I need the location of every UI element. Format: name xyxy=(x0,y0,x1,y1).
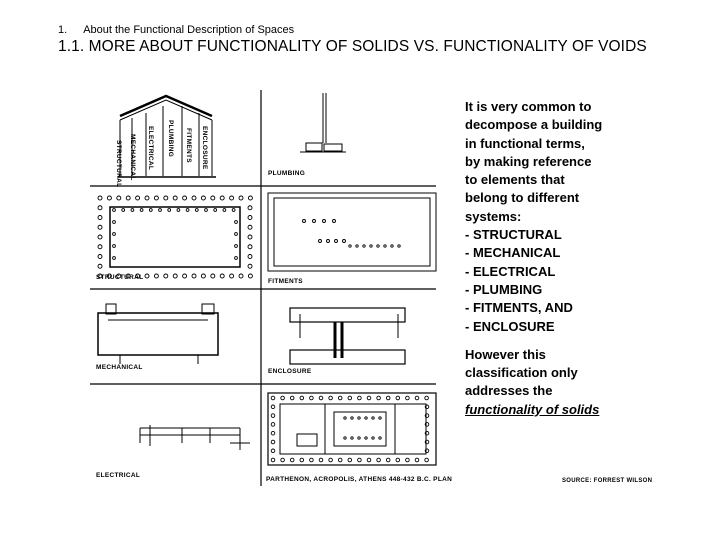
column-dot xyxy=(377,245,379,247)
column-dot xyxy=(303,220,306,223)
roof-label-structural: STRUCTURAL xyxy=(115,140,122,188)
column-dot xyxy=(136,196,140,200)
column-dot xyxy=(377,458,381,462)
column-dot xyxy=(343,240,346,243)
column-dot xyxy=(379,437,381,439)
column-dot xyxy=(406,458,410,462)
closing-line: classification only xyxy=(465,365,578,381)
column-dot xyxy=(425,458,429,462)
column-dot xyxy=(367,458,371,462)
column-dot xyxy=(358,417,360,419)
system-item: - ENCLOSURE xyxy=(465,318,555,334)
column-dot xyxy=(358,437,360,439)
column-dot xyxy=(113,221,116,224)
breadcrumb xyxy=(58,24,294,36)
column-dot xyxy=(248,245,252,249)
column-dot xyxy=(271,396,275,400)
column-dot xyxy=(338,458,342,462)
column-dot xyxy=(333,220,336,223)
column-dot xyxy=(98,206,102,210)
caption-enclosure: ENCLOSURE xyxy=(268,368,312,375)
column-dot xyxy=(98,196,102,200)
column-dot xyxy=(271,458,275,462)
column-dot xyxy=(98,216,102,220)
column-dot xyxy=(186,209,189,212)
column-dot xyxy=(113,257,116,260)
column-dot xyxy=(358,458,362,462)
column-dot xyxy=(173,274,177,278)
caption-mechanical: MECHANICAL xyxy=(96,364,143,371)
column-dot xyxy=(159,209,162,212)
column-dot xyxy=(344,437,346,439)
column-dot xyxy=(214,209,217,212)
mechanical-drawing xyxy=(98,304,218,364)
column-dot xyxy=(192,196,196,200)
roof-label-fitments: FITMENTS xyxy=(185,128,192,163)
column-dot xyxy=(300,396,304,400)
column-dot xyxy=(235,221,238,224)
column-dot xyxy=(329,458,333,462)
column-dot xyxy=(271,431,275,435)
column-dot xyxy=(248,196,252,200)
column-dot xyxy=(235,257,238,260)
page-title: 1.1. MORE ABOUT FUNCTIONALITY OF SOLIDS VS. FUNCTIONALITY OF VOIDS xyxy=(58,38,647,55)
section-subtitle: About the Functional Description of Spaces xyxy=(83,24,295,36)
column-dot xyxy=(271,440,275,444)
plumbing-drawing xyxy=(300,93,346,152)
column-dot xyxy=(113,209,116,212)
roof-label-enclosure: ENCLOSURE xyxy=(201,126,208,170)
system-item: - STRUCTURAL xyxy=(465,227,562,243)
column-dot xyxy=(235,245,238,248)
column-dot xyxy=(232,209,235,212)
column-dot xyxy=(281,458,285,462)
closing-line: addresses the xyxy=(465,383,553,399)
column-dot xyxy=(248,274,252,278)
column-dot xyxy=(384,245,386,247)
column-dot xyxy=(319,396,323,400)
column-dot xyxy=(223,209,226,212)
intro-line: in functional terms, xyxy=(465,135,585,151)
system-item: - PLUMBING xyxy=(465,281,543,297)
column-dot xyxy=(230,196,234,200)
column-dot xyxy=(313,220,316,223)
column-dot xyxy=(323,220,326,223)
source-credit: SOURCE: FORREST WILSON xyxy=(562,478,653,484)
caption-plan: PARTHENON, ACROPOLIS, ATHENS 448-432 B.C. PLAN xyxy=(266,476,453,483)
system-item: - ELECTRICAL xyxy=(465,263,556,279)
column-dot xyxy=(351,417,353,419)
column-dot xyxy=(239,196,243,200)
column-dot xyxy=(319,240,322,243)
column-dot xyxy=(220,274,224,278)
column-dot xyxy=(98,245,102,249)
column-dot xyxy=(201,274,205,278)
column-dot xyxy=(377,396,381,400)
column-dot xyxy=(406,396,410,400)
column-dot xyxy=(300,458,304,462)
column-dot xyxy=(370,245,372,247)
electrical-drawing xyxy=(140,425,250,450)
parthenon-plan xyxy=(268,393,436,465)
column-dot xyxy=(201,196,205,200)
column-dot xyxy=(344,417,346,419)
intro-line: It is very common to xyxy=(465,99,592,114)
column-dot xyxy=(211,196,215,200)
functional-systems-figure xyxy=(90,88,460,488)
column-dot xyxy=(281,396,285,400)
column-dot xyxy=(235,233,238,236)
column-dot xyxy=(173,196,177,200)
intro-line: decompose a building xyxy=(465,117,603,133)
column-dot xyxy=(248,255,252,259)
intro-line: by making reference xyxy=(465,153,592,169)
column-dot xyxy=(239,274,243,278)
column-dot xyxy=(348,458,352,462)
column-dot xyxy=(98,264,102,268)
column-dot xyxy=(154,274,158,278)
intro-line: belong to different xyxy=(465,190,580,206)
column-dot xyxy=(349,245,351,247)
column-dot xyxy=(351,437,353,439)
roof-label-electrical: ELECTRICAL xyxy=(147,126,154,171)
column-dot xyxy=(363,245,365,247)
column-dot xyxy=(396,396,400,400)
column-dot xyxy=(211,274,215,278)
column-dot xyxy=(348,396,352,400)
column-dot xyxy=(396,458,400,462)
column-dot xyxy=(415,458,419,462)
caption-structural: STRUCTURAL xyxy=(96,274,144,281)
column-dot xyxy=(126,196,130,200)
column-dot xyxy=(271,414,275,418)
column-dot xyxy=(290,396,294,400)
column-dot xyxy=(145,196,149,200)
column-dot xyxy=(327,240,330,243)
column-dot xyxy=(220,196,224,200)
column-dot xyxy=(367,396,371,400)
column-dot xyxy=(425,396,429,400)
caption-electrical: ELECTRICAL xyxy=(96,472,141,479)
column-dot xyxy=(107,196,111,200)
section-number: 1. xyxy=(58,24,68,36)
column-dot xyxy=(154,196,158,200)
column-dot xyxy=(338,396,342,400)
column-dot xyxy=(310,458,314,462)
column-dot xyxy=(145,274,149,278)
column-dot xyxy=(183,196,187,200)
column-dot xyxy=(164,196,168,200)
column-dot xyxy=(195,209,198,212)
emphasis-text: functionality of solids xyxy=(465,401,600,417)
column-dot xyxy=(177,209,180,212)
column-dot xyxy=(415,396,419,400)
intro-line: to elements that xyxy=(465,172,565,188)
fitments-plan xyxy=(268,193,436,271)
column-dot xyxy=(248,235,252,239)
column-dot xyxy=(205,209,208,212)
column-dot xyxy=(168,209,171,212)
description-text xyxy=(465,98,665,419)
column-dot xyxy=(164,274,168,278)
column-dot xyxy=(230,274,234,278)
column-dot xyxy=(335,240,338,243)
column-dot xyxy=(248,225,252,229)
roof-label-plumbing: PLUMBING xyxy=(167,120,174,158)
column-dot xyxy=(98,225,102,229)
column-dot xyxy=(358,396,362,400)
structural-plan xyxy=(110,207,240,267)
column-dot xyxy=(372,417,374,419)
column-dot xyxy=(192,274,196,278)
column-dot xyxy=(248,264,252,268)
column-dot xyxy=(365,417,367,419)
system-item: - FITMENTS, AND xyxy=(465,300,573,316)
roof-label-mechanical: MECHANICAL xyxy=(129,134,136,181)
column-dot xyxy=(386,458,390,462)
column-dot xyxy=(290,458,294,462)
column-dot xyxy=(319,458,323,462)
column-dot xyxy=(386,396,390,400)
column-dot xyxy=(310,396,314,400)
intro-line: systems: xyxy=(465,208,522,224)
enclosure-drawing xyxy=(290,308,405,364)
column-dot xyxy=(379,417,381,419)
column-dot xyxy=(365,437,367,439)
column-dot xyxy=(113,245,116,248)
column-dot xyxy=(398,245,400,247)
column-dot xyxy=(271,423,275,427)
figure-drawing xyxy=(90,88,460,488)
caption-fitments: FITMENTS xyxy=(268,278,303,285)
column-dot xyxy=(113,233,116,236)
column-dot xyxy=(329,396,333,400)
column-dot xyxy=(98,235,102,239)
column-dot xyxy=(131,209,134,212)
column-dot xyxy=(356,245,358,247)
system-item: - MECHANICAL xyxy=(465,245,561,261)
column-dot xyxy=(248,216,252,220)
column-dot xyxy=(391,245,393,247)
column-dot xyxy=(183,274,187,278)
column-dot xyxy=(271,449,275,453)
caption-plumbing: PLUMBING xyxy=(268,170,306,177)
column-dots xyxy=(98,196,429,462)
column-dot xyxy=(98,255,102,259)
column-dot xyxy=(149,209,152,212)
column-dot xyxy=(372,437,374,439)
column-dot xyxy=(122,209,125,212)
column-dot xyxy=(248,206,252,210)
closing-line: However this xyxy=(465,346,546,362)
column-dot xyxy=(117,196,121,200)
column-dot xyxy=(140,209,143,212)
column-dot xyxy=(271,405,275,409)
